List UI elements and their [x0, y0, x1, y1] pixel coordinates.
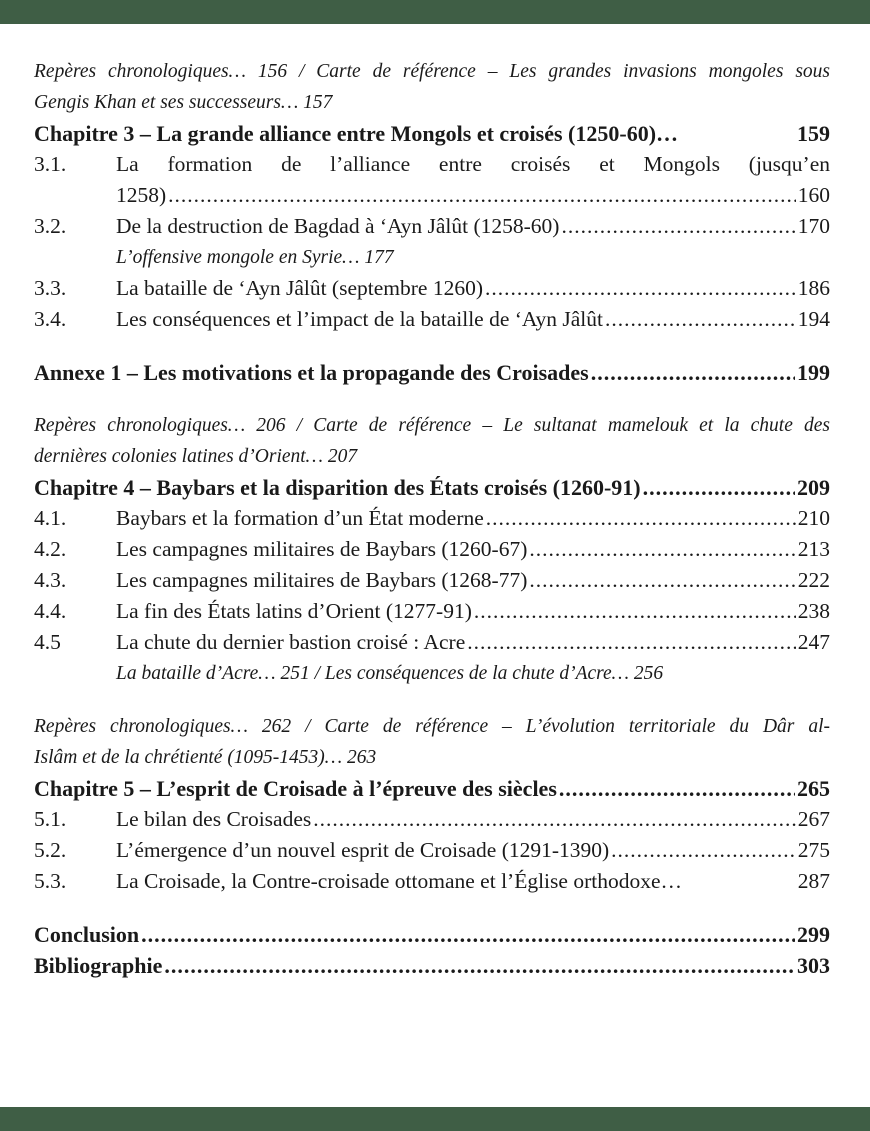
- entry-page: 287: [797, 869, 830, 893]
- toc-entry[interactable]: [34, 534, 830, 565]
- entry-number: 5.3.: [34, 869, 67, 893]
- leader-dots: [474, 596, 796, 627]
- entry-title: Le bilan des Croisades: [116, 807, 312, 831]
- spacer: [34, 897, 830, 919]
- entry-page: 247: [797, 630, 830, 654]
- leader-dots: [561, 211, 795, 242]
- leader-dots: [559, 773, 795, 804]
- entry-page: 267: [797, 807, 830, 831]
- entry-title: Les campagnes militaires de Baybars (1268-77): [116, 568, 528, 592]
- leader-dots: [485, 273, 796, 304]
- top-green-bar: [0, 0, 870, 24]
- entry-title: La fin des États latins d’Orient (1277-91): [116, 599, 472, 623]
- entry-number: 5.2.: [34, 838, 67, 862]
- leader-dots: [164, 950, 795, 981]
- entry-title: 1258): [116, 183, 167, 207]
- entry-page: 170: [797, 214, 830, 238]
- table-of-contents: [34, 56, 830, 981]
- chapter-title: Chapitre 3 – La grande alliance entre Mongols et croisés (1250-60)…: [34, 121, 679, 146]
- entry-number: 3.4.: [34, 307, 67, 331]
- chapter-page: 265: [797, 776, 830, 801]
- entry-page: 222: [797, 568, 830, 592]
- entry-title: L’émergence d’un nouvel esprit de Croisade (1291-1390): [116, 838, 610, 862]
- entry-title-line: La formation de l’alliance entre croisés et Mongols (jusqu’en: [116, 152, 830, 176]
- entry-title: La Croisade, la Contre-croisade ottomane et l’Église orthodoxe…: [116, 869, 682, 893]
- toc-entry[interactable]: [34, 565, 830, 596]
- entry-number: 4.2.: [34, 537, 67, 561]
- spacer: [34, 335, 830, 357]
- entry-number: 5.1.: [34, 807, 67, 831]
- toc-entry[interactable]: [34, 596, 830, 627]
- entry-subtitle: L’offensive mongole en Syrie… 177: [116, 247, 394, 268]
- chapter-heading[interactable]: [34, 118, 830, 149]
- toc-entry[interactable]: [34, 211, 830, 242]
- toc-entry[interactable]: [34, 866, 830, 897]
- toc-entry[interactable]: [34, 627, 830, 658]
- entry-number: 3.3.: [34, 276, 67, 300]
- toc-entry[interactable]: [34, 804, 830, 835]
- end-page: 303: [797, 953, 830, 978]
- leader-dots: [605, 304, 796, 335]
- entry-number: 3.2.: [34, 214, 67, 238]
- spacer: [34, 689, 830, 711]
- entry-page: 160: [797, 183, 830, 207]
- reperes-line: dernières colonies latines d’Orient… 207: [34, 446, 358, 467]
- entry-number: 4.1.: [34, 506, 67, 530]
- chapter-heading[interactable]: [34, 472, 830, 503]
- entry-page: 213: [797, 537, 830, 561]
- reperes-line: Repères chronologiques… 206 / Carte de référence – Le sultanat mamelouk et la chute des: [34, 415, 830, 436]
- entry-title: Les conséquences et l’impact de la bataille de ‘Ayn Jâlût: [116, 307, 603, 331]
- entry-page: 210: [797, 506, 830, 530]
- entry-title: De la destruction de Bagdad à ‘Ayn Jâlût (1258-60): [116, 214, 560, 238]
- bottom-green-bar: [0, 1107, 870, 1131]
- reperes-line: Repères chronologiques… 156 / Carte de référence – Les grandes invasions mongoles sous: [34, 61, 830, 82]
- end-title: Conclusion: [34, 922, 140, 947]
- entry-number: 4.3.: [34, 568, 67, 592]
- entry-page: 186: [797, 276, 830, 300]
- annex-heading[interactable]: [34, 357, 830, 388]
- entry-number: 4.4.: [34, 599, 67, 623]
- leader-dots: [168, 180, 796, 211]
- toc-entry-continuation[interactable]: [34, 180, 830, 211]
- entry-title: Baybars et la formation d’un État moderne: [116, 506, 484, 530]
- entry-number: 4.5: [34, 630, 61, 654]
- toc-entry[interactable]: [34, 304, 830, 335]
- entry-number: 3.1.: [34, 152, 67, 176]
- leader-dots: [313, 804, 796, 835]
- entry-title: La chute du dernier bastion croisé : Acre: [116, 630, 466, 654]
- end-page: 299: [797, 922, 830, 947]
- leader-dots: [486, 503, 796, 534]
- end-title: Bibliographie: [34, 953, 163, 978]
- leader-dots: [643, 472, 795, 503]
- toc-entry[interactable]: [34, 503, 830, 534]
- bibliography-heading[interactable]: [34, 950, 830, 981]
- toc-entry[interactable]: [34, 149, 830, 180]
- entry-subtitle: La bataille d’Acre… 251 / Les conséquences de la chute d’Acre… 256: [116, 663, 664, 684]
- annex-title: Annexe 1 – Les motivations et la propagande des Croisades: [34, 360, 589, 385]
- toc-entry[interactable]: [34, 835, 830, 866]
- chapter-title: Chapitre 5 – L’esprit de Croisade à l’épreuve des siècles: [34, 776, 557, 801]
- reperes-line: Islâm et de la chrétienté (1095-1453)… 263: [34, 747, 377, 768]
- entry-page: 238: [797, 599, 830, 623]
- conclusion-heading[interactable]: [34, 919, 830, 950]
- entry-title: La bataille de ‘Ayn Jâlût (septembre 1260): [116, 276, 483, 300]
- reperes-line: Repères chronologiques… 262 / Carte de référence – L’évolution territoriale du Dâr al-: [34, 716, 830, 737]
- entry-page: 275: [797, 838, 830, 862]
- chapter-page: 209: [797, 475, 830, 500]
- toc-entry[interactable]: [34, 273, 830, 304]
- leader-dots: [467, 627, 796, 658]
- leader-dots: [141, 919, 795, 950]
- leader-dots: [611, 835, 796, 866]
- annex-page: 199: [797, 360, 830, 385]
- reperes-line: Gengis Khan et ses successeurs… 157: [34, 92, 333, 113]
- leader-dots: [529, 565, 795, 596]
- entry-title: Les campagnes militaires de Baybars (1260-67): [116, 537, 528, 561]
- leader-dots: [591, 357, 795, 388]
- leader-dots: [529, 534, 795, 565]
- chapter-heading[interactable]: [34, 773, 830, 804]
- spacer: [34, 388, 830, 410]
- chapter-title: Chapitre 4 – Baybars et la disparition des États croisés (1260-91): [34, 475, 641, 500]
- chapter-page: 159: [797, 121, 830, 146]
- entry-page: 194: [797, 307, 830, 331]
